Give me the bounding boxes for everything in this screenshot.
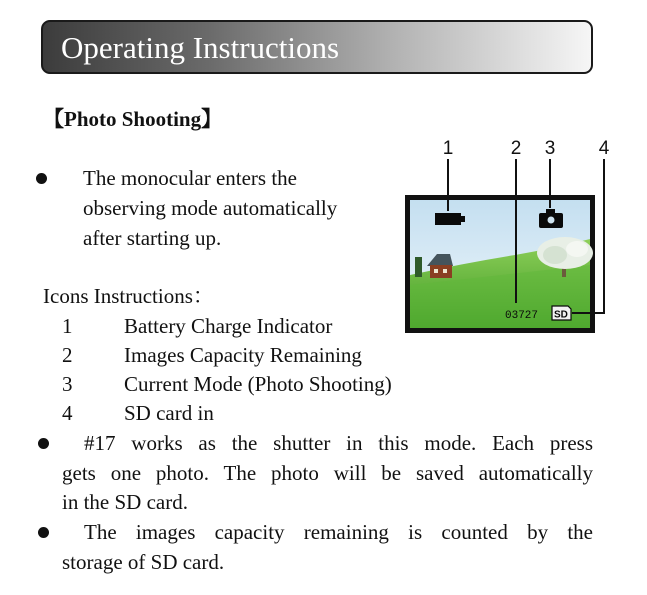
- sd-badge-label: SD: [554, 309, 568, 321]
- callout-number: 1: [442, 138, 454, 159]
- icon-item-number: 3: [62, 372, 73, 396]
- icon-item-number: 1: [62, 314, 73, 338]
- intro-line-3: after starting up.: [83, 226, 222, 250]
- intro-line-2: observing mode automatically: [83, 196, 338, 220]
- intro-line-1: The monocular enters the: [83, 166, 297, 190]
- icon-item-number: 2: [62, 343, 73, 367]
- bullet-icon: [38, 438, 49, 449]
- battery-icon: [435, 213, 465, 225]
- icon-item-number: 4: [62, 401, 73, 425]
- callout-number: 3: [544, 138, 556, 159]
- callout-number: 4: [598, 138, 610, 159]
- icon-item-label: Images Capacity Remaining: [124, 343, 362, 367]
- note-paragraph: [62, 518, 593, 577]
- note-line: #17 works as the shutter in this mode. Each press: [84, 431, 593, 455]
- icons-heading: Icons Instructions：: [43, 284, 214, 308]
- note-line: gets one photo. The photo will be saved automatically: [62, 460, 593, 485]
- bullet-icon: [38, 527, 49, 538]
- note-line: storage of SD card.: [62, 549, 225, 574]
- icon-item-label: Battery Charge Indicator: [124, 314, 333, 338]
- title-banner: [41, 20, 593, 74]
- page-title: Operating Instructions: [61, 30, 340, 65]
- icon-item-label: Current Mode (Photo Shooting): [124, 372, 392, 396]
- viewfinder-diagram: [405, 135, 610, 335]
- note-line: in the SD card.: [62, 490, 188, 514]
- section-heading: 【Photo Shooting】: [43, 107, 223, 131]
- note-paragraph: [62, 429, 593, 518]
- capacity-counter: 03727: [505, 310, 539, 322]
- icon-item-label: SD card in: [124, 401, 214, 425]
- callout-number: 2: [510, 138, 522, 159]
- sd-card-icon: [552, 306, 571, 321]
- bullet-icon: [36, 173, 47, 184]
- note-line: The images capacity remaining is counted by the: [84, 520, 593, 544]
